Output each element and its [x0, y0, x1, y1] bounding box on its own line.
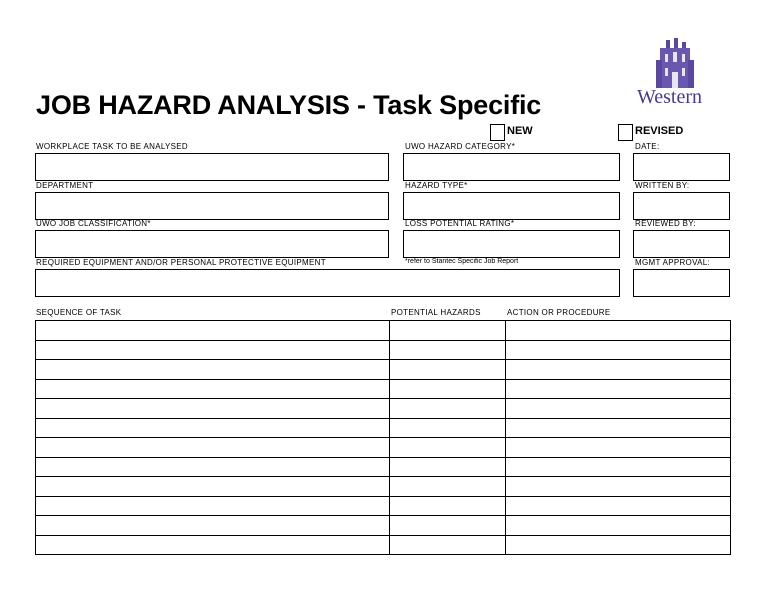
- new-checkbox[interactable]: [490, 124, 505, 141]
- sequence-cell[interactable]: [36, 516, 390, 536]
- sequence-cell[interactable]: [36, 535, 390, 555]
- sequence-cell[interactable]: [36, 438, 390, 458]
- action-cell[interactable]: [506, 321, 731, 341]
- task-table: [35, 320, 731, 555]
- sequence-cell[interactable]: [36, 321, 390, 341]
- department-label: DEPARTMENT: [36, 181, 94, 190]
- hazard-type-field[interactable]: [403, 192, 620, 220]
- hazard-cell[interactable]: [390, 516, 506, 536]
- action-cell[interactable]: [506, 457, 731, 477]
- action-cell[interactable]: [506, 418, 731, 438]
- hazard-cell[interactable]: [390, 340, 506, 360]
- action-cell[interactable]: [506, 379, 731, 399]
- table-row: [36, 438, 731, 458]
- new-label: NEW: [507, 125, 533, 137]
- table-row: [36, 340, 731, 360]
- footnote-text: *refer to Stantec Specific Job Report: [405, 258, 519, 265]
- logo-wordmark: Western: [637, 86, 703, 108]
- revised-checkbox[interactable]: [618, 124, 633, 141]
- page-title: JOB HAZARD ANALYSIS - Task Specific: [36, 90, 542, 120]
- job-classification-label: UWO JOB CLASSIFICATION*: [36, 219, 151, 228]
- table-row: [36, 516, 731, 536]
- table-row: [36, 379, 731, 399]
- loss-potential-field[interactable]: [403, 230, 620, 258]
- hazard-type-label: HAZARD TYPE*: [405, 181, 468, 190]
- hazard-cell[interactable]: [390, 379, 506, 399]
- action-cell[interactable]: [506, 496, 731, 516]
- sequence-header: SEQUENCE OF TASK: [36, 308, 122, 317]
- written-by-label: WRITTEN BY:: [635, 181, 690, 190]
- sequence-cell[interactable]: [36, 418, 390, 438]
- sequence-cell[interactable]: [36, 477, 390, 497]
- written-by-field[interactable]: [633, 192, 730, 220]
- action-cell[interactable]: [506, 516, 731, 536]
- western-logo: [636, 38, 712, 108]
- reviewed-by-label: REVIEWED BY:: [635, 219, 696, 228]
- table-row: [36, 321, 731, 341]
- sequence-cell[interactable]: [36, 496, 390, 516]
- table-row: [36, 535, 731, 555]
- action-cell[interactable]: [506, 360, 731, 380]
- table-row: [36, 418, 731, 438]
- table-row: [36, 399, 731, 419]
- sequence-cell[interactable]: [36, 379, 390, 399]
- action-cell[interactable]: [506, 340, 731, 360]
- date-field[interactable]: [633, 153, 730, 181]
- mgmt-approval-field[interactable]: [633, 269, 730, 297]
- equipment-label: REQUIRED EQUIPMENT AND/OR PERSONAL PROTECTIVE EQUIPMENT: [36, 258, 326, 267]
- hazard-cell[interactable]: [390, 321, 506, 341]
- hazard-cell[interactable]: [390, 438, 506, 458]
- action-cell[interactable]: [506, 438, 731, 458]
- equipment-field[interactable]: [35, 269, 620, 297]
- table-row: [36, 457, 731, 477]
- loss-potential-label: LOSS POTENTIAL RATING*: [405, 219, 515, 228]
- table-row: [36, 477, 731, 497]
- sequence-cell[interactable]: [36, 360, 390, 380]
- hazards-header: POTENTIAL HAZARDS: [391, 308, 481, 317]
- action-cell[interactable]: [506, 399, 731, 419]
- hazard-cell[interactable]: [390, 457, 506, 477]
- hazard-cell[interactable]: [390, 399, 506, 419]
- sequence-cell[interactable]: [36, 399, 390, 419]
- mgmt-approval-label: MGMT APPROVAL:: [635, 258, 711, 267]
- workplace-task-label: WORKPLACE TASK TO BE ANALYSED: [36, 142, 189, 151]
- hazard-cell[interactable]: [390, 535, 506, 555]
- hazard-cell[interactable]: [390, 418, 506, 438]
- job-classification-field[interactable]: [35, 230, 389, 258]
- reviewed-by-field[interactable]: [633, 230, 730, 258]
- date-label: DATE:: [635, 142, 660, 151]
- action-cell[interactable]: [506, 477, 731, 497]
- hazard-cell[interactable]: [390, 360, 506, 380]
- sequence-cell[interactable]: [36, 340, 390, 360]
- hazard-cell[interactable]: [390, 496, 506, 516]
- action-cell[interactable]: [506, 535, 731, 555]
- revised-label: REVISED: [635, 125, 684, 137]
- department-field[interactable]: [35, 192, 389, 220]
- sequence-cell[interactable]: [36, 457, 390, 477]
- action-header: ACTION OR PROCEDURE: [507, 308, 611, 317]
- tower-icon: [636, 38, 712, 88]
- hazard-cell[interactable]: [390, 477, 506, 497]
- table-row: [36, 360, 731, 380]
- hazard-category-label: UWO HAZARD CATEGORY*: [405, 142, 516, 151]
- table-row: [36, 496, 731, 516]
- hazard-category-field[interactable]: [403, 153, 620, 181]
- workplace-task-field[interactable]: [35, 153, 389, 181]
